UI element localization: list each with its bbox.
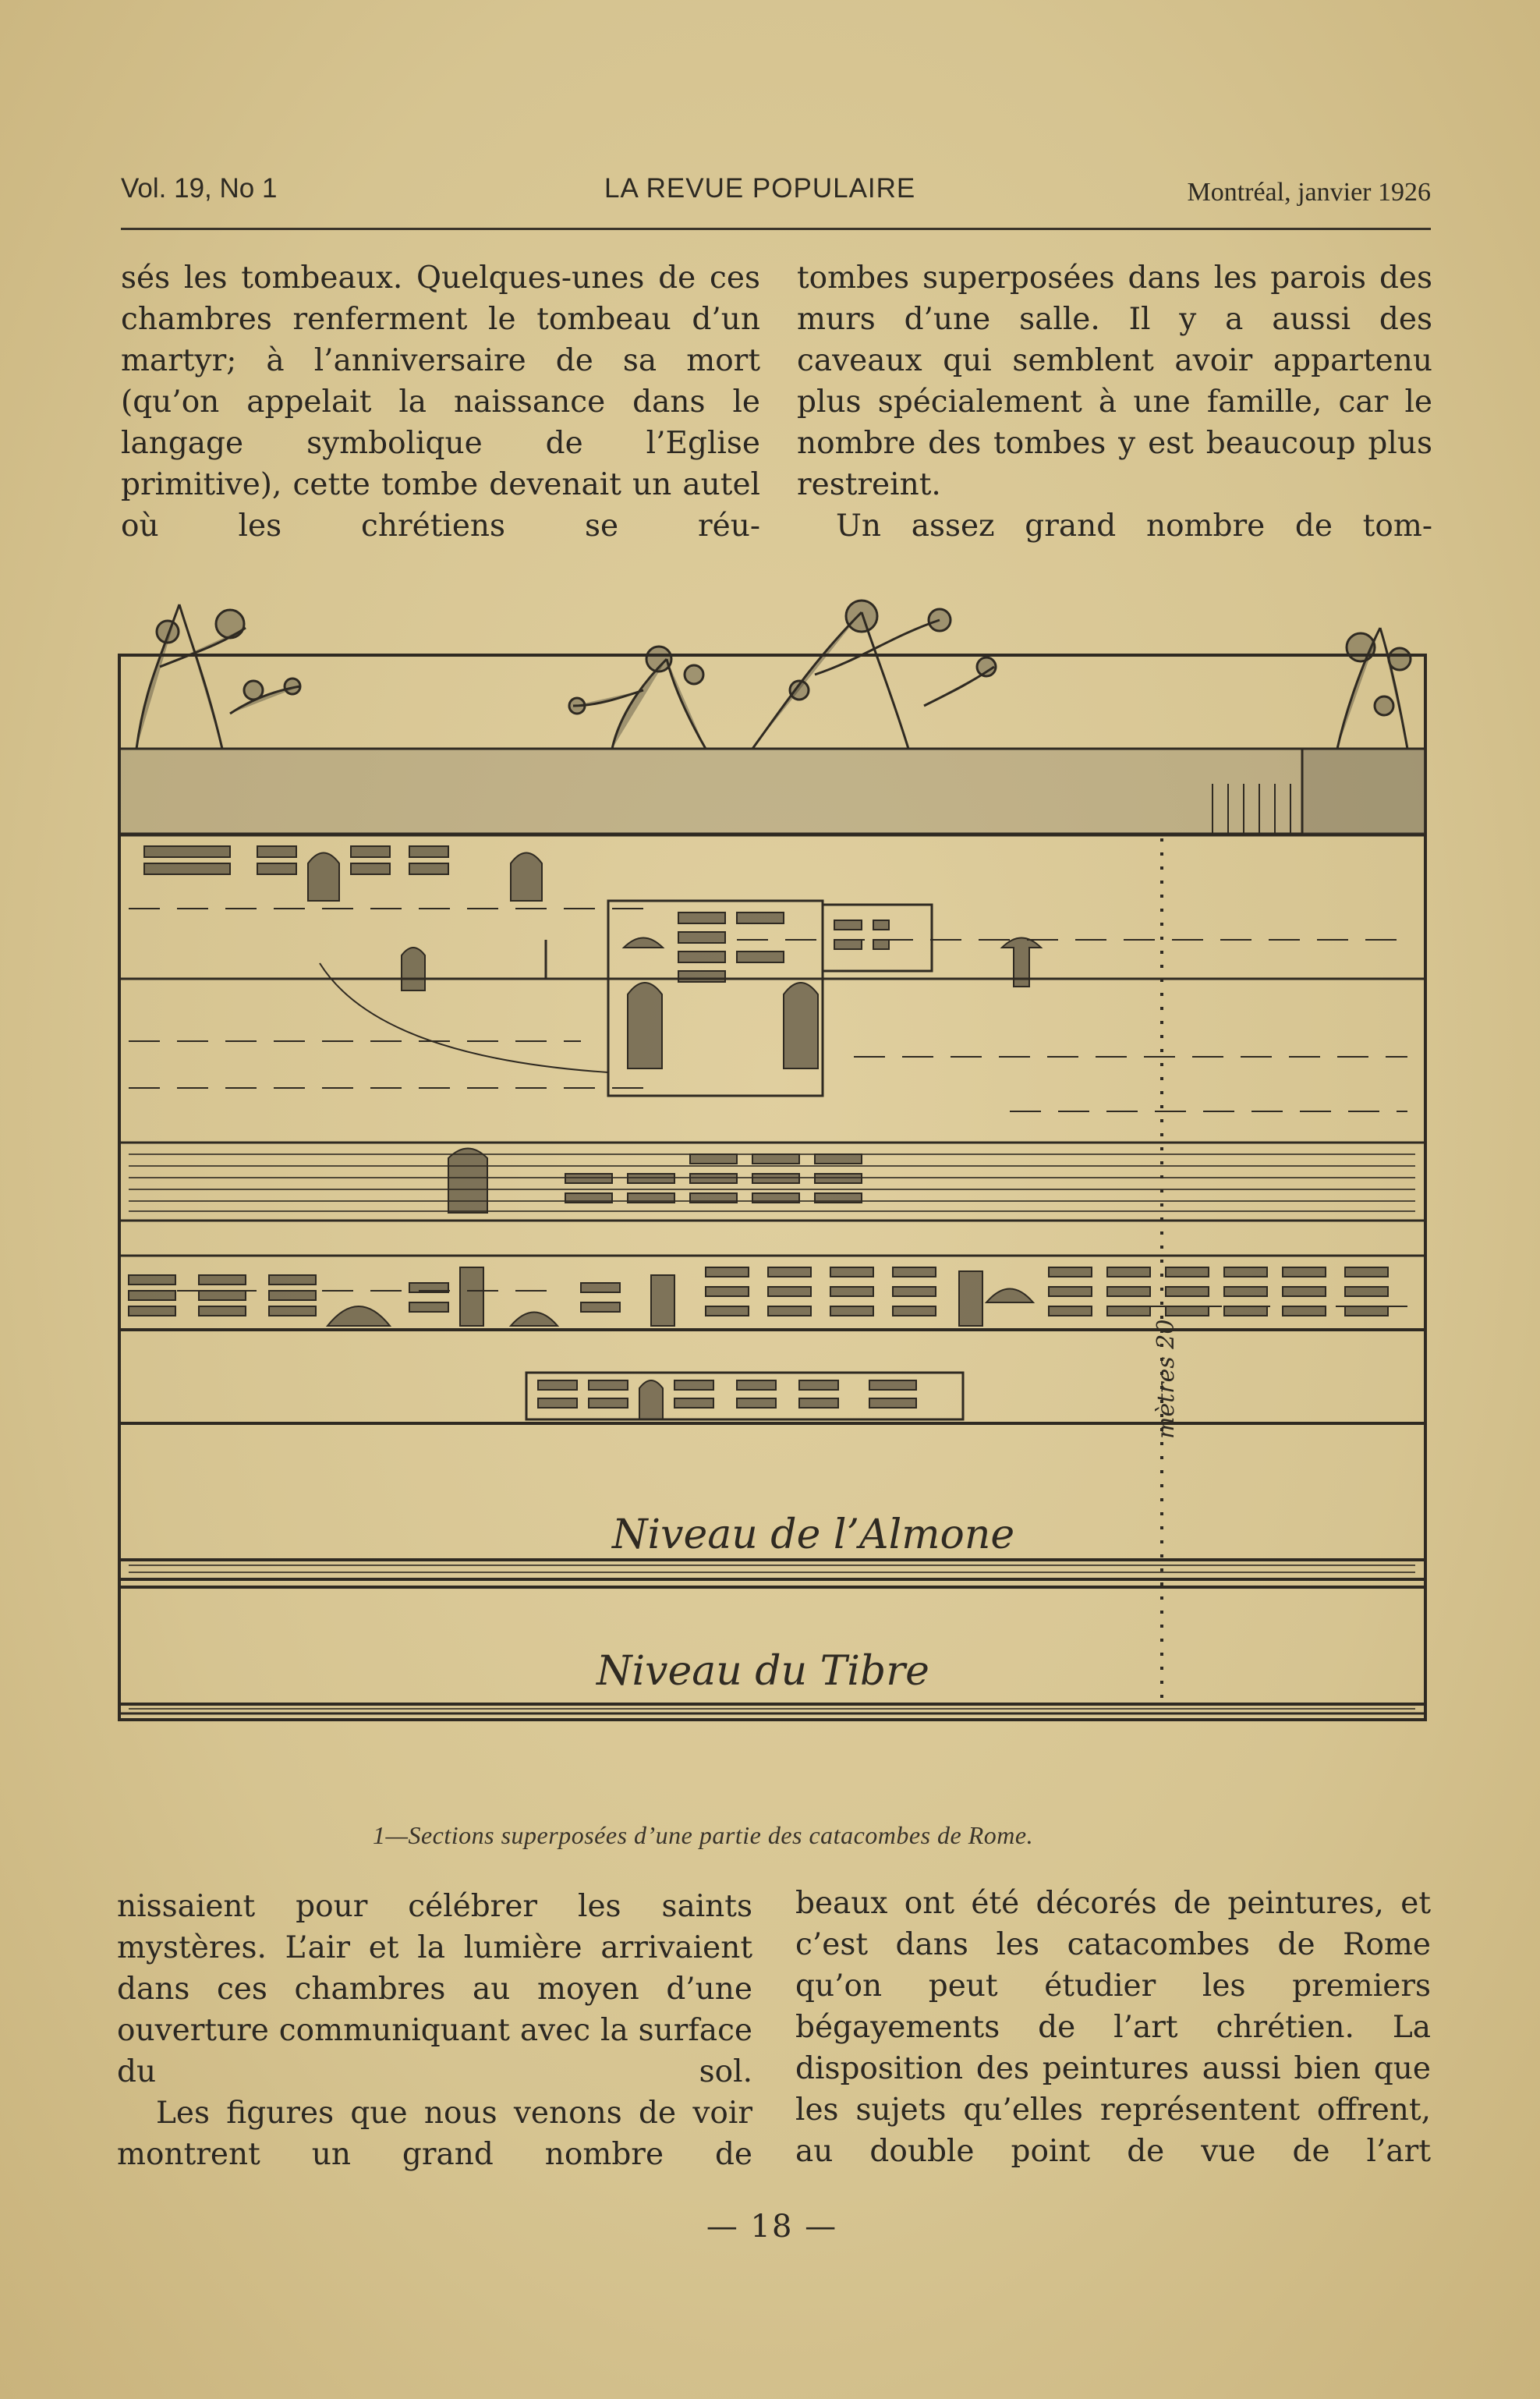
- level-almone-label: Niveau de l’Almone: [612, 1511, 1015, 1558]
- volume-number: Vol. 19, No 1: [121, 173, 278, 204]
- paragraph: sés les tombeaux. Quelques-unes de ces chambres renferment le tombeau d’un martyr; à l’anniversaire de sa mort (qu’on appelait la naissance dans le langage symbolique de l’Eglise primitive), cette tombe devenait un autel où les chrétiens se réu-: [121, 260, 760, 544]
- header-rule: [121, 228, 1431, 230]
- paragraph: Un assez grand nombre de tom-: [836, 509, 1432, 544]
- level-tibre-label: Niveau du Tibre: [597, 1648, 929, 1695]
- scale-label: mètres 20: [1152, 1319, 1180, 1439]
- paragraph: beaux ont été décorés de peintures, et c’est dans les catacombes de Rome qu’on peut étudier les premiers bégayements de l’art chrétien. La disposition des peintures aussi bien que les sujets qu’elles représentent offrent, au double point de vue de l’art: [795, 1886, 1431, 2169]
- catacomb-section-illustration: [113, 573, 1431, 1798]
- page-header: [121, 173, 1431, 212]
- paragraph: tombes superposées dans les parois des murs d’une salle. Il y a aussi des caveaux qui semblent avoir appartenu plus spécialement à une famille, car le nombre des tombes y est beaucoup plus restreint.: [797, 260, 1432, 502]
- column-top-right: [797, 257, 1432, 547]
- publication-title: LA REVUE POPULAIRE: [604, 173, 916, 204]
- column-top-left: [121, 257, 760, 547]
- place-date: Montréal, janvier 1926: [1187, 178, 1431, 207]
- column-bottom-right: [795, 1883, 1431, 2172]
- paragraph: Les figures que nous venons de voir montrent un grand nombre de: [117, 2096, 752, 2172]
- page-number: — 18 —: [706, 2209, 838, 2245]
- column-bottom-left: [117, 1886, 752, 2175]
- figure-caption: 1—Sections superposées d’une partie des catacombes de Rome.: [373, 1821, 1034, 1849]
- paragraph: nissaient pour célébrer les saints mystères. L’air et la lumière arrivaient dans ces chambres au moyen d’une ouverture communiquant avec la surface du sol.: [117, 1889, 752, 2089]
